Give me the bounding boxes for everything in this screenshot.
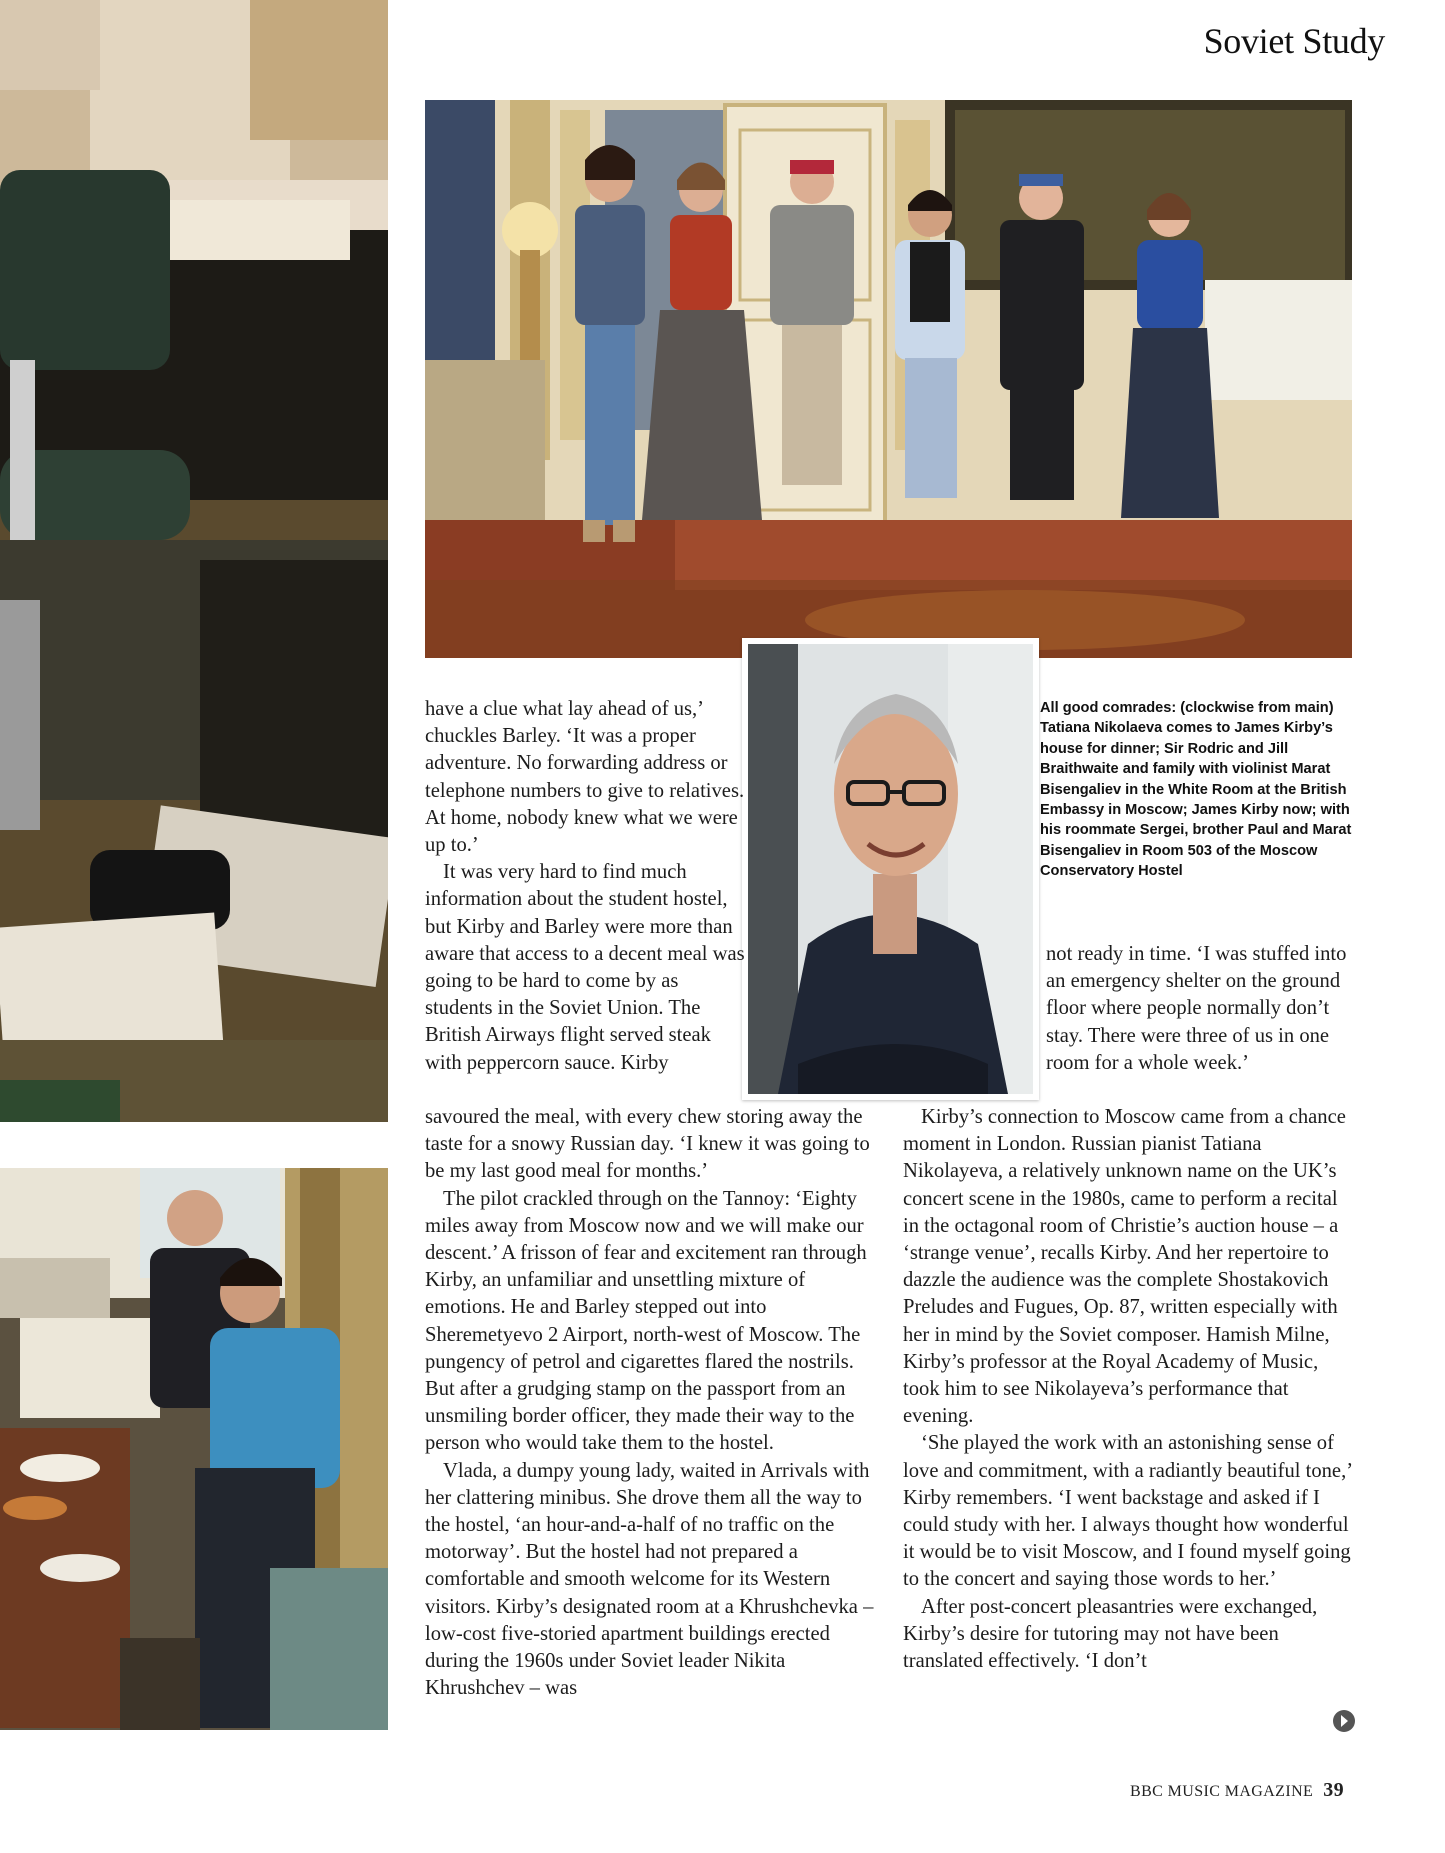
paragraph: Vlada, a dumpy young lady, waited in Arrivals with her clattering minibus. She drove them all the way to the hostel, ‘an hour-and-a-half of no traffic on the motorway’. But the hostel had not prepared a comfortable and smooth welcome for its Western visitors. Kirby’s designated room at a Khrushchevka – low-cost five-storied apartment buildings erected during the 1960s under Soviet leader Nikita Khrushchev – was [425,1459,874,1700]
arrow-right-icon [1332,1709,1356,1733]
article-col-b-top [1046,941,1356,1077]
article-col-b-wide [903,1104,1355,1675]
paragraph: Kirby’s connection to Moscow came from a chance moment in London. Russian pianist Tatiana Nikolayeva, a relatively unknown name on the UK’s concert scene in the 1980s, came to perform a recital in the octagonal room of Christie’s auction house – a ‘strange venue’, recalls Kirby. And her repertoire to dazzle the audience was the complete Shostakovich Preludes and Fugues, Op. 87, written especially with her in mind by the Soviet composer. Hamish Milne, Kirby’s professor at the Royal Academy of Music, took him to see Nikolayeva’s performance that evening. [903,1106,1346,1428]
page-footer [1130,1779,1344,1802]
paragraph: After post-concert pleasantries were exchanged, Kirby’s desire for tutoring may not have been translated effectively. ‘I don’t [903,1595,1318,1673]
section-title: Soviet Study [1203,21,1385,61]
paragraph: It was very hard to find much information about the student hostel, but Kirby and Barley were more than aware that access to a decent meal was going to be hard to come by as students in the Soviet Union. The British Airways flight served steak with peppercorn sauce. Kirby [425,861,745,1074]
paragraph: savoured the meal, with every chew storing away the taste for a snowy Russian day. ‘I knew it was going to be my last good meal for months.’ [425,1106,870,1183]
article-col-a-top [425,696,750,1077]
paragraph: have a clue what lay ahead of us,’ chuckles Barley. ‘It was a proper adventure. No forwarding address or telephone numbers to give to relatives. At home, nobody knew what we were up to.’ [425,698,745,857]
photo-hostel-room [0,1168,388,1730]
photo-embassy-group [425,100,1352,658]
paragraph: The pilot crackled through on the Tannoy: ‘Eighty miles away from Moscow now and we will make our descent.’ A frisson of fear and excitement ran through Kirby, an unfamiliar and unsettling mixture of emotions. He and Barley stepped out into Sheremetyevo 2 Airport, north-west of Moscow. The pungency of petrol and cigarettes flared the nostrils. But after a grudging stamp on the passport from an unsmiling border officer, they made their way to the person who would take them to the hostel. [425,1187,867,1455]
page-number: 39 [1323,1779,1345,1801]
paragraph: not ready in time. ‘I was stuffed into an emergency shelter on the ground floor where people normally don’t stay. There were three of us in one room for a whole week.’ [1046,943,1347,1074]
paragraph: ‘She played the work with an astonishing sense of love and commitment, with a radiantly beautiful tone,’ Kirby remembers. ‘I went backstage and asked if I could study with her. I always thought how wonderful it would be to visit Moscow, and I found myself going to the concert and saying those words to her.’ [903,1432,1352,1591]
photo-caption: All good comrades: (clockwise from main) Tatiana Nikolaeva comes to James Kirby’s house for dinner; Sir Rodric and Jill Braithwaite and family with violinist Marat Bisengaliev in the White Room at the British Embassy in Moscow; James Kirby now; with his roommate Sergei, brother Paul and Marat Bisengaliev in Room 503 of the Moscow Conservatory Hostel [1040,700,1352,880]
magazine-name: BBC MUSIC MAGAZINE [1130,1783,1314,1800]
photo-dinner [0,0,388,1122]
article-col-a-wide [425,1104,877,1702]
photo-james-kirby-portrait [742,638,1039,1100]
